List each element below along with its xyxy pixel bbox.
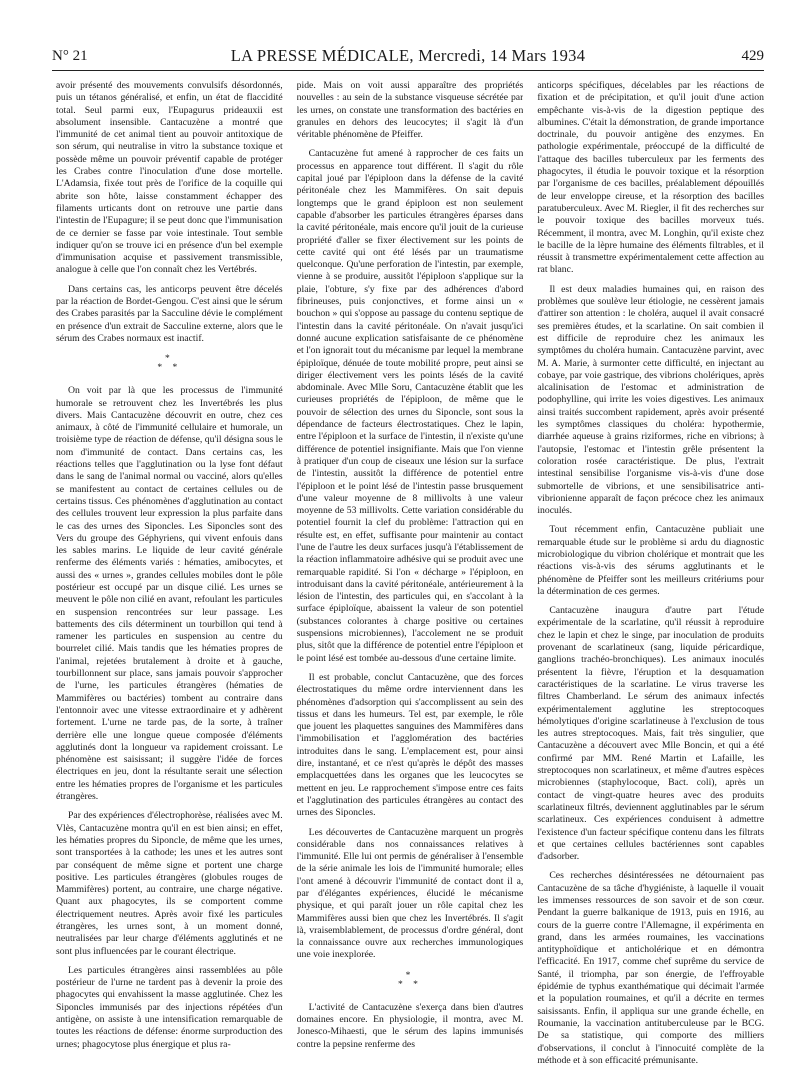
page-number: 429 (741, 48, 764, 64)
paragraph: L'activité de Cantacuzène s'exerça dans bien d'autres domaines encore. En physiologie, il montra, avec M. Jonesco-Mihaesti, que le sérum des lapins immunisés contre la pepsine renferme des (296, 1001, 524, 1050)
column-2 (297, 80, 524, 1070)
paragraph: Il est probable, conclut Cantacuzène, que des forces électrostatiques du même ordre interviennent dans les phénomènes d'adsorption qui s'accomplissent au sein des tissus et dans les humeurs. Tel est, par exemple, le rôle que jouent les plaquettes sanguines des Mammifères dans l'immobilisation et l'agglomération des bactéries introduites dans le sang. L'emplacement est, pour ainsi dire, instantané, et ce n'est qu'après le dépôt des masses emplacquettées dans les organes que les leucocytes se mettent en jeu. Le rapprochement s'impose entre ces faits et l'agglutination des particules étrangères au contact des urnes des Siponcles. (296, 671, 524, 819)
paragraph: Il est deux maladies humaines qui, en raison des problèmes que soulève leur étiologie, ne cessèrent jamais d'attirer son attention : le choléra, auquel il avait consacré ses premières études, et la scarlatine. On sait combien il est difficile de reproduire chez les animaux les symptômes du choléra humain. Cantacuzène parvint, avec M. A. Marie, à surmonter cette difficulté, en injectant au cobaye, par voie gastrique, des vibrions cholériques, après alcalinisation de l'estomac et administration de podophylline, qui irrite les voies digestives. Les animaux ainsi traités succombent rapidement, après avoir présenté les symptômes classiques du choléra: hypothermie, diarrhée aqueuse à grains riziformes, riche en vibrions; à l'autopsie, l'estomac et l'intestin grêle présentent la coloration rosée caractéristique. De plus, l'extrait intestinal sensibilise l'organisme vis-à-vis d'une dose submortelle de vibrions, et une sensibilisatrice anti-vibrionienne apparaît de façon précoce chez les animaux inoculés. (537, 283, 764, 517)
separator-stars: * * (398, 979, 422, 990)
separator-stars: * * (157, 363, 182, 374)
separator-star: * (405, 970, 415, 981)
paragraph: Cantacuzène fut amené à rapprocher de ces faits un processus en apparence tout différent. Il s'agit du rôle capital joué par l'épiploon dans la défense de la cavité péritonéale chez les Mammifères. On sait depuis longtemps que le grand épiploon est non seulement capable d'absorber les particules étrangères éparses dans la cavité péritonéale, mais encore qu'il jouit de la curieuse propriété d'aller se fixer électivement sur les points de cette cavité qui ont été lésés par un traumatisme quelconque. Qu'une perforation de l'intestin, par exemple, vienne à se produire, aussitôt l'épiploon s'applique sur la plaie, l'obture, s'y fixe par des adhérences d'abord fibrineuses, puis conjonctives, et forme ainsi un « bouchon » qui s'oppose au passage du contenu septique de l'intestin dans la cavité péritonéale. On n'avait jusqu'ici donné aucune explication satisfaisante de ce phénomène et l'on ignorait tout du mécanisme par lequel la membrane épiploïque, dénuée de toute mobilité propre, peut ainsi se diriger électivement vers les points lésés de la cavité abdominale. Avec Mlle Soru, Cantacuzène établit que les curieuses propriétés de l'épiploon, de même que le pouvoir de sélection des urnes du Siponcle, sont sous la dépendance de facteurs électrostatiques. Chez le lapin, entre l'épiploon et la surface de l'intestin, il n'existe qu'une différence de potentiel insignifiante. Mais que l'on vienne à pratiquer d'un coup de ciseaux une lésion sur la surface de l'intestin, aussitôt la différence de potentiel entre l'épiploon et le point lésé de l'intestin passe brusquement d'une valeur moyenne de 8 millivolts à une valeur moyenne de 53 millivolts. Cette variation considérable du potentiel fournit la clef du problème: l'attraction qui en résulte est, en effet, suffisante pour maintenir au contact l'une de l'autre les deux surfaces jusqu'à l'établissement de la réaction inflammatoire adhésive qui se produit avec une remarquable rapidité. Si l'on « décharge » l'épiploon, en introduisant dans la cavité péritonéale, antérieurement à la lésion de l'intestin, des particules qui, en s'accolant à la surface épiploïque, abaissent la valeur de son potentiel (substances colorantes à charge positive ou certaines suspensions microbiennes), l'accolement ne se produit plus, sitôt que la différence de potentiel entre l'épiploon et le point lésé est tombée au-dessous d'une certaine limite. (296, 148, 524, 664)
paragraph: Ces recherches désintéressées ne détournaient pas Cantacuzène de sa tâche d'hygiéniste, à laquelle il vouait les immenses ressources de son savoir et de son cœur. Pendant la guerre balkanique de 1913, puis en 1916, au cours de la guerre contre l'Allemagne, il expérimenta en grand, dans les armées roumaines, les vaccinations antityphoïdique et anticholérique et en démontra l'efficacité. En 1917, comme chef suprême du service de Santé, il triompha, par son énergie, de l'effroyable épidémie de typhus exanthématique qui décimait l'armée et la population roumaines, et qu'il a décrite en termes saisissants. Enfin, il appliqua sur une grande échelle, en Roumanie, la vaccination antituberculeuse par le BCG. De sa statistique, qui comporte des milliers d'observations, il conclut à l'innocuité complète de la méthode et à son efficacité prémunisante. (537, 870, 764, 1066)
column-3 (537, 80, 764, 1070)
separator-star: * (164, 354, 174, 365)
paragraph: pide. Mais on voit aussi apparaître des propriétés nouvelles : au sein de la substance visqueuse sécrétée par les urnes, on constate une transformation des bactéries en granules en dehors des leucocytes; il s'agit là d'un véritable phénomène de Pfeiffer. (296, 80, 524, 141)
paragraph: Les découvertes de Cantacuzène marquent un progrès considérable dans nos connaissances relatives à l'immunité. Elle lui ont permis de généraliser à l'ensemble de la série animale les lois de l'immunité humorale; elles l'ont amené à découvrir l'immunité de contact dont il a, par d'élégantes expériences, élucidé le mécanisme physique, et qui paraît jouer un rôle capital chez les Mammifères aussi bien que chez les Invertébrés. Il s'agit là, vraisemblablement, de processus d'ordre général, dont la connaissance ouvre aux recherches immunologiques une voie inexplorée. (296, 826, 524, 961)
article-body (56, 80, 764, 1070)
paragraph: avoir présenté des mouvements convulsifs désordonnés, puis un tétanos généralisé, et enfin, un état de flaccidité total. Seul parmi eux, l'Eupagurus prideauxii est absolument insensible. Cantacuzène a montré que l'immunité de cet animal tient au pouvoir antitoxique de son sérum, qui neutralise in vitro la substance toxique et possède même un pouvoir préventif capable de protéger les Crabes contre l'inoculation d'une dose mortelle. L'Adamsia, fixée tout près de l'orifice de la coquille qui abrite son hôte, laisse constamment échapper des filaments urticants dont on retrouve une partie dans l'intestin de l'Eupagure; il se peut donc que l'immunisation de ce dernier se fasse par voie intestinale. Tout semble indiquer qu'on se trouve ici en présence d'un bel exemple d'immunisation acquise et passivement transmissible, analogue à celle que l'on connaît chez les Vertébrés. (56, 80, 283, 276)
issue-number: N° 21 (52, 48, 88, 64)
paragraph: Par des expériences d'électrophorèse, réalisées avec M. Vlès, Cantacuzène montra qu'il en est bien ainsi; en effet, les hématies propres du Siponcle, de même que les urnes, sont transportées à la cathode; les unes et les autres sont par conséquent de même signe et portent une charge positive. Les particules étrangères (globules rouges de Mammifères) portent, au contraire, une charge négative. Quant aux phagocytes, ils se comportent comme électriquement neutres. Après avoir fixé les particules étrangères, les urnes sont, à un moment donné, neutralisées par leur charge d'éléments agglutinés et ne sont plus influencées par le courant électrique. (56, 810, 283, 957)
paragraph: Dans certains cas, les anticorps peuvent être décelés par la réaction de Bordet-Gengou. C'est ainsi que le sérum des Crabes parasités par la Sacculine dévie le complément en présence d'un extrait de Sacculine externe, alors que le sérum des Crabes normaux est inactif. (56, 283, 283, 344)
paragraph: Tout récemment enfin, Cantacuzène publiait une remarquable étude sur le problème si ardu du diagnostic microbiologique du vibrion cholérique et montrait que les réactions vis-à-vis des sérums agglutinants et le phénomène de Pfeiffer sont les meilleurs critériums pour la détermination de ces germes. (537, 524, 764, 597)
paragraph: anticorps spécifiques, décelables par les réactions de fixation et de précipitation, et qu'il jouit d'une action empêchante vis-à-vis de la digestion peptique des albumines. C'était la démonstration, de grande importance doctrinale, du pouvoir antigène des enzymes. En pathologie expérimentale, préoccupé de la difficulté de l'attaque des bacilles tuberculeux par les ferments des phagocytes, il étudia le pouvoir toxique et la résorption par l'organisme de ces bacilles, préalablement dépouillés de leur enveloppe cireuse, et la résorption des bacilles paratuberculeux. Avec M. Riegler, il fit des recherches sur le pouvoir toxique des bacilles morveux tués. Récemment, il montra, avec M. Longhin, qu'il existe chez le bacille de la lèpre humaine des éléments filtrables, et il réussit à transmettre expérimentalement cette affection au rat blanc. (537, 80, 764, 276)
column-1 (56, 80, 283, 1070)
journal-title: LA PRESSE MÉDICALE, Mercredi, 14 Mars 1934 (230, 46, 586, 65)
paragraph: Cantacuzène inaugura d'autre part l'étude expérimentale de la scarlatine, qu'il réussit à reproduire chez le lapin et chez le singe, par inoculation de produits provenant de scarlatineux (sang, liquide péricardique, ganglions trachéo-bronchiques). Les animaux inoculés présentent la fièvre, l'éruption et la desquamation caractéristiques de la scarlatine. Le virus traverse les filtres Chamberland. Le sérum des animaux infectés expérimentalement agglutine les streptocoques hémolytiques d'origine scarlatineuse à l'exclusion de tous les autres streptocoques. Mais, fait très singulier, que Cantacuzène a découvert avec Mlle Boncin, et qui a été confirmé par MM. René Martin et Lafaille, les streptocoques non scarlatineux, et même d'autres espèces microbiennes (staphylocoque, Bact. coli), après un contact de vingt-quatre heures avec des produits scarlatineux filtrés, deviennent agglutinables par le sérum scarlatineux. Ces expériences conduisent à admettre l'existence d'un facteur spécifique contenu dans les filtrats et que certaines cellules bactériennes sont capables d'adsorber. (537, 605, 764, 863)
section-separator (297, 972, 524, 990)
section-separator (56, 355, 283, 373)
paragraph: Les particules étrangères ainsi rassemblées au pôle postérieur de l'urne ne tardent pas à devenir la proie des phagocytes qui envahissent la masse agglutinée. Chez les Siponcles immunisés par des injections répétées d'un antigène, on assiste à une intensification remarquable de toutes les réactions de défense: énorme surproduction des urnes; phagocytose plus énergique et plus ra- (56, 964, 283, 1050)
paragraph: On voit par là que les processus de l'immunité humorale se retrouvent chez les Invertébrés les plus divers. Mais Cantacuzène découvrit en outre, chez ces animaux, à côté de l'immunité cellulaire et humorale, un troisième type de réaction de défense, qu'il désigna sous le nom d'immunité de contact. Dans certains cas, les réactions telles que l'agglutination ou la lyse font défaut dans le sang de l'animal normal ou vacciné, alors qu'elles se manifestent au contact de certaines cellules ou de certains tissus. Ces phénomènes d'agglutination au contact des cellules trouvent leur expression la plus parfaite dans le cas des urnes des Siponcles. Les Siponcles sont des Vers du groupe des Géphyriens, qui vivent enfouis dans les sables marins. Le liquide de leur cavité générale renferme des éléments variés : hématies, amibocytes, et aussi des « urnes », grandes cellules mobiles dont le pôle postérieur est occupé par un disque cilié. Les urnes se meuvent le pôle non cilié en avant, refoulant les particules en suspension rencontrées sur leur passage. Les battements des cils déterminent un tourbillon qui tend à ramener les particules en suspension au centre du bourrelet cilié. Mais tandis que les hématies propres de l'animal, rejetées brutalement à droite et à gauche, tourbillonnent sur place, sans jamais pouvoir s'approcher de l'urne, les particules étrangères (hématies de Mammifères ou bactéries) tombent au contraire dans l'entonnoir avec une vitesse extraordinaire et y adhèrent fortement. L'urne ne tarde pas, de la sorte, à traîner derrière elle une longue queue composée d'éléments agglutinés dont la longueur va rapidement croissant. Le phénomène est saisissant; il suggère l'idée de forces électriques en jeu, dont la résultante serait une sélection entre les hématies propres de l'organisme et les particules étrangères. (56, 385, 283, 803)
page-header (52, 46, 764, 71)
